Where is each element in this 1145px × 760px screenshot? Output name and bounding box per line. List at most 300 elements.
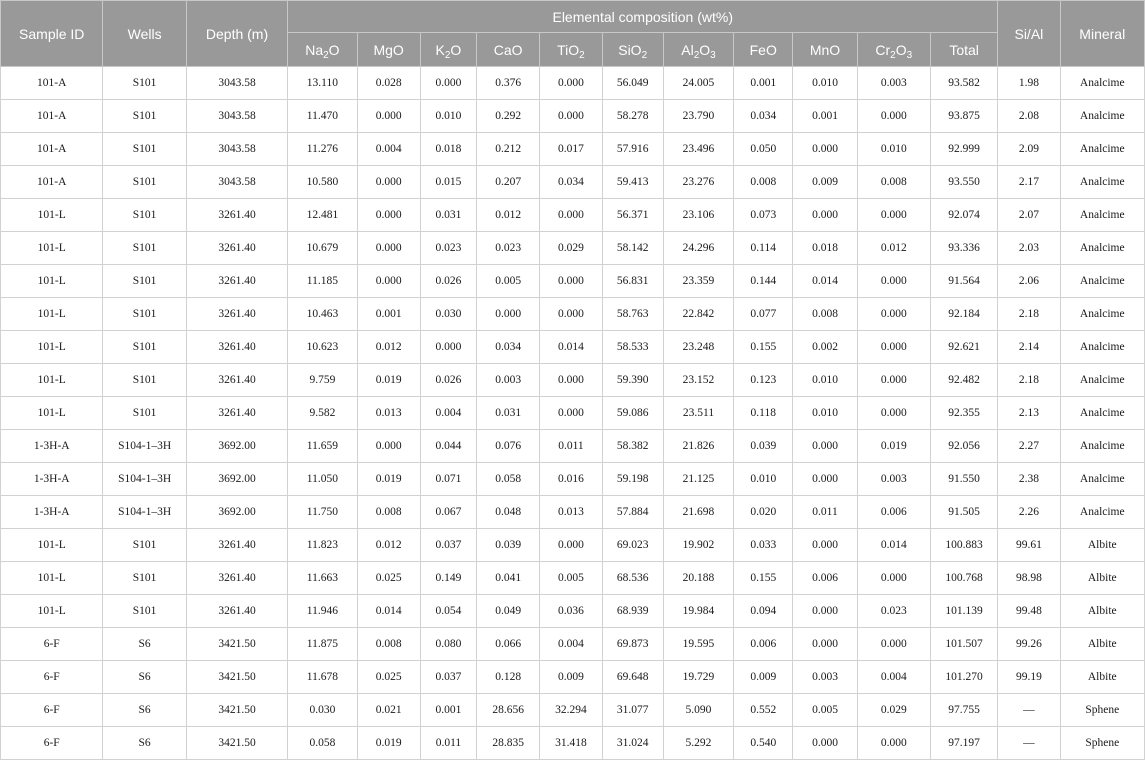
table-cell: 56.049 bbox=[602, 67, 663, 100]
table-cell: 91.550 bbox=[930, 463, 997, 496]
table-cell: S101 bbox=[103, 199, 186, 232]
table-cell: 0.000 bbox=[857, 397, 930, 430]
table-cell: 101-L bbox=[1, 331, 103, 364]
table-cell: 92.482 bbox=[930, 364, 997, 397]
table-cell: 0.028 bbox=[357, 67, 420, 100]
table-cell: 0.000 bbox=[540, 265, 602, 298]
table-cell: 0.058 bbox=[288, 727, 357, 760]
table-cell: 6-F bbox=[1, 628, 103, 661]
table-cell: Sphene bbox=[1060, 727, 1144, 760]
table-cell: 0.049 bbox=[477, 595, 540, 628]
table-cell: 12.481 bbox=[288, 199, 357, 232]
table-cell: 93.550 bbox=[930, 166, 997, 199]
table-cell: 0.019 bbox=[357, 727, 420, 760]
table-cell: 28.835 bbox=[477, 727, 540, 760]
table-cell: Analcime bbox=[1060, 298, 1144, 331]
table-cell: 11.678 bbox=[288, 661, 357, 694]
table-cell: S101 bbox=[103, 166, 186, 199]
table-cell: Albite bbox=[1060, 628, 1144, 661]
table-cell: 19.595 bbox=[663, 628, 733, 661]
table-cell: 3261.40 bbox=[186, 364, 287, 397]
table-cell: 99.48 bbox=[998, 595, 1060, 628]
table-cell: 0.000 bbox=[857, 562, 930, 595]
header-oxide: $Cr_2O_3$ bbox=[857, 33, 930, 67]
table-cell: 0.000 bbox=[357, 166, 420, 199]
table-cell: 0.039 bbox=[734, 430, 793, 463]
table-cell: 93.336 bbox=[930, 232, 997, 265]
table-cell: Analcime bbox=[1060, 199, 1144, 232]
table-cell: 0.005 bbox=[477, 265, 540, 298]
table-cell: 0.030 bbox=[288, 694, 357, 727]
table-cell: 0.000 bbox=[540, 100, 602, 133]
table-row bbox=[1, 397, 1145, 430]
table-cell: 0.030 bbox=[420, 298, 476, 331]
table-cell: 57.884 bbox=[602, 496, 663, 529]
table-cell: 0.000 bbox=[540, 397, 602, 430]
table-cell: 11.050 bbox=[288, 463, 357, 496]
table-cell: 11.875 bbox=[288, 628, 357, 661]
table-cell: 0.066 bbox=[477, 628, 540, 661]
table-cell: 11.185 bbox=[288, 265, 357, 298]
table-cell: 0.031 bbox=[477, 397, 540, 430]
table-cell: 99.61 bbox=[998, 529, 1060, 562]
table-cell: 0.128 bbox=[477, 661, 540, 694]
table-cell: 1-3H-A bbox=[1, 463, 103, 496]
table-cell: 0.010 bbox=[793, 397, 857, 430]
table-cell: 0.114 bbox=[734, 232, 793, 265]
table-row bbox=[1, 166, 1145, 199]
table-cell: 0.014 bbox=[357, 595, 420, 628]
table-cell: 2.13 bbox=[998, 397, 1060, 430]
table-cell: 3261.40 bbox=[186, 397, 287, 430]
table-cell: 0.029 bbox=[857, 694, 930, 727]
header-oxide: SiO$_2$ bbox=[602, 33, 663, 67]
header-oxide: $K_2O$ bbox=[420, 33, 476, 67]
table-cell: 32.294 bbox=[540, 694, 602, 727]
table-cell: 68.536 bbox=[602, 562, 663, 595]
table-cell: 0.000 bbox=[540, 199, 602, 232]
table-cell: 0.014 bbox=[540, 331, 602, 364]
table-cell: 91.564 bbox=[930, 265, 997, 298]
table-cell: 0.000 bbox=[857, 628, 930, 661]
table-cell: 101.139 bbox=[930, 595, 997, 628]
table-cell: 10.679 bbox=[288, 232, 357, 265]
table-cell: 2.38 bbox=[998, 463, 1060, 496]
table-cell: 0.000 bbox=[857, 199, 930, 232]
table-cell: 58.278 bbox=[602, 100, 663, 133]
table-cell: 0.014 bbox=[857, 529, 930, 562]
table-cell: 0.073 bbox=[734, 199, 793, 232]
table-cell: 101-L bbox=[1, 529, 103, 562]
table-cell: Analcime bbox=[1060, 166, 1144, 199]
table-cell: 0.023 bbox=[857, 595, 930, 628]
table-cell: 101-A bbox=[1, 67, 103, 100]
table-row bbox=[1, 463, 1145, 496]
table-cell: 3043.58 bbox=[186, 67, 287, 100]
table-cell: 2.08 bbox=[998, 100, 1060, 133]
table-cell: 0.009 bbox=[793, 166, 857, 199]
table-cell: 3421.50 bbox=[186, 628, 287, 661]
table-cell: 3261.40 bbox=[186, 199, 287, 232]
table-cell: 6-F bbox=[1, 727, 103, 760]
table-cell: 68.939 bbox=[602, 595, 663, 628]
table-cell: 0.000 bbox=[857, 331, 930, 364]
table-cell: 0.149 bbox=[420, 562, 476, 595]
table-cell: 0.016 bbox=[540, 463, 602, 496]
table-cell: 99.26 bbox=[998, 628, 1060, 661]
table-cell: S6 bbox=[103, 628, 186, 661]
table-cell: 0.000 bbox=[357, 100, 420, 133]
table-cell: 0.540 bbox=[734, 727, 793, 760]
table-cell: 0.155 bbox=[734, 562, 793, 595]
table-cell: 0.025 bbox=[357, 562, 420, 595]
table-row bbox=[1, 199, 1145, 232]
table-cell: 2.26 bbox=[998, 496, 1060, 529]
table-cell: 6-F bbox=[1, 661, 103, 694]
table-cell: 0.000 bbox=[477, 298, 540, 331]
table-cell: S101 bbox=[103, 331, 186, 364]
table-cell: 101-A bbox=[1, 133, 103, 166]
table-cell: 100.768 bbox=[930, 562, 997, 595]
table-cell: 0.001 bbox=[420, 694, 476, 727]
table-cell: 0.077 bbox=[734, 298, 793, 331]
table-cell: 31.418 bbox=[540, 727, 602, 760]
table-row bbox=[1, 727, 1145, 760]
table-cell: 0.009 bbox=[734, 661, 793, 694]
table-cell: 0.029 bbox=[540, 232, 602, 265]
table-cell: 0.008 bbox=[734, 166, 793, 199]
table-cell: Analcime bbox=[1060, 67, 1144, 100]
table-cell: 0.023 bbox=[477, 232, 540, 265]
table-cell: 11.946 bbox=[288, 595, 357, 628]
table-cell: 92.184 bbox=[930, 298, 997, 331]
table-cell: 2.18 bbox=[998, 364, 1060, 397]
table-cell: 3043.58 bbox=[186, 166, 287, 199]
table-cell: 11.659 bbox=[288, 430, 357, 463]
table-cell: 100.883 bbox=[930, 529, 997, 562]
table-cell: Albite bbox=[1060, 529, 1144, 562]
table-cell: 0.003 bbox=[793, 661, 857, 694]
table-cell: 0.004 bbox=[357, 133, 420, 166]
table-cell: 0.000 bbox=[357, 199, 420, 232]
table-cell: 0.155 bbox=[734, 331, 793, 364]
table-cell: S101 bbox=[103, 67, 186, 100]
table-cell: 0.000 bbox=[540, 364, 602, 397]
table-cell: 0.012 bbox=[357, 331, 420, 364]
header-elemental-composition: Elemental composition (wt%) bbox=[288, 1, 998, 33]
header-sample-id: Sample ID bbox=[1, 1, 103, 67]
table-cell: 101-L bbox=[1, 265, 103, 298]
table-cell: Analcime bbox=[1060, 133, 1144, 166]
table-cell: Analcime bbox=[1060, 265, 1144, 298]
table-cell: 0.123 bbox=[734, 364, 793, 397]
table-cell: 5.292 bbox=[663, 727, 733, 760]
table-cell: 0.036 bbox=[540, 595, 602, 628]
table-cell: 0.003 bbox=[477, 364, 540, 397]
table-cell: S101 bbox=[103, 562, 186, 595]
table-cell: 0.076 bbox=[477, 430, 540, 463]
table-cell: 93.875 bbox=[930, 100, 997, 133]
table-cell: 0.000 bbox=[793, 727, 857, 760]
table-cell: 58.142 bbox=[602, 232, 663, 265]
table-cell: Analcime bbox=[1060, 364, 1144, 397]
table-cell: 0.012 bbox=[857, 232, 930, 265]
table-cell: 23.359 bbox=[663, 265, 733, 298]
table-cell: 0.000 bbox=[540, 298, 602, 331]
table-cell: 23.496 bbox=[663, 133, 733, 166]
table-cell: 23.152 bbox=[663, 364, 733, 397]
table-cell: S101 bbox=[103, 265, 186, 298]
table-cell: 0.000 bbox=[420, 331, 476, 364]
table-cell: 0.010 bbox=[734, 463, 793, 496]
table-cell: 0.212 bbox=[477, 133, 540, 166]
table-cell: 0.037 bbox=[420, 529, 476, 562]
table-cell: 9.759 bbox=[288, 364, 357, 397]
table-cell: 0.003 bbox=[857, 67, 930, 100]
table-body bbox=[1, 67, 1145, 760]
table-cell: S104-1–3H bbox=[103, 496, 186, 529]
table-cell: S6 bbox=[103, 694, 186, 727]
table-cell: 0.041 bbox=[477, 562, 540, 595]
table-cell: 28.656 bbox=[477, 694, 540, 727]
table-cell: 0.008 bbox=[357, 628, 420, 661]
table-cell: 0.011 bbox=[793, 496, 857, 529]
table-cell: S101 bbox=[103, 100, 186, 133]
table-cell: 59.086 bbox=[602, 397, 663, 430]
table-cell: 0.071 bbox=[420, 463, 476, 496]
table-cell: 58.533 bbox=[602, 331, 663, 364]
table-cell: 0.011 bbox=[540, 430, 602, 463]
table-cell: 92.074 bbox=[930, 199, 997, 232]
table-cell: 0.000 bbox=[793, 529, 857, 562]
table-cell: S6 bbox=[103, 727, 186, 760]
table-cell: 0.376 bbox=[477, 67, 540, 100]
header-wells: Wells bbox=[103, 1, 186, 67]
table-cell: 0.017 bbox=[540, 133, 602, 166]
table-cell: 0.000 bbox=[357, 232, 420, 265]
table-cell: 0.010 bbox=[857, 133, 930, 166]
table-cell: S6 bbox=[103, 661, 186, 694]
table-cell: 0.000 bbox=[357, 430, 420, 463]
table-cell: 2.18 bbox=[998, 298, 1060, 331]
table-cell: 3261.40 bbox=[186, 562, 287, 595]
table-cell: S101 bbox=[103, 364, 186, 397]
table-cell: 0.001 bbox=[357, 298, 420, 331]
table-cell: S101 bbox=[103, 529, 186, 562]
table-cell: 0.552 bbox=[734, 694, 793, 727]
table-cell: S104-1–3H bbox=[103, 463, 186, 496]
table-cell: Analcime bbox=[1060, 232, 1144, 265]
header-oxide: $Na_2O$ bbox=[288, 33, 357, 67]
table-cell: S101 bbox=[103, 595, 186, 628]
table-cell: 101.507 bbox=[930, 628, 997, 661]
table-cell: 92.999 bbox=[930, 133, 997, 166]
table-cell: 3261.40 bbox=[186, 331, 287, 364]
table-cell: 11.470 bbox=[288, 100, 357, 133]
table-cell: 69.023 bbox=[602, 529, 663, 562]
table-cell: 0.005 bbox=[540, 562, 602, 595]
table-cell: 6-F bbox=[1, 694, 103, 727]
table-cell: 0.008 bbox=[857, 166, 930, 199]
table-cell: 3692.00 bbox=[186, 463, 287, 496]
header-oxide: MgO bbox=[357, 33, 420, 67]
table-row bbox=[1, 529, 1145, 562]
table-cell: S101 bbox=[103, 298, 186, 331]
table-row bbox=[1, 628, 1145, 661]
table-cell: 19.902 bbox=[663, 529, 733, 562]
table-cell: 10.463 bbox=[288, 298, 357, 331]
table-row bbox=[1, 265, 1145, 298]
table-cell: 0.000 bbox=[857, 298, 930, 331]
table-row bbox=[1, 232, 1145, 265]
table-cell: S101 bbox=[103, 133, 186, 166]
table-cell: 0.003 bbox=[857, 463, 930, 496]
table-row bbox=[1, 331, 1145, 364]
table-cell: — bbox=[998, 694, 1060, 727]
table-cell: 92.056 bbox=[930, 430, 997, 463]
table-cell: 0.015 bbox=[420, 166, 476, 199]
table-cell: 0.013 bbox=[357, 397, 420, 430]
table-cell: 0.018 bbox=[793, 232, 857, 265]
table-cell: 21.125 bbox=[663, 463, 733, 496]
table-cell: 0.054 bbox=[420, 595, 476, 628]
table-cell: 69.648 bbox=[602, 661, 663, 694]
header-oxide: FeO bbox=[734, 33, 793, 67]
table-cell: 2.07 bbox=[998, 199, 1060, 232]
table-row bbox=[1, 133, 1145, 166]
table-cell: 5.090 bbox=[663, 694, 733, 727]
table-cell: 1.98 bbox=[998, 67, 1060, 100]
table-cell: 0.207 bbox=[477, 166, 540, 199]
table-cell: 101-L bbox=[1, 397, 103, 430]
table-row bbox=[1, 496, 1145, 529]
table-cell: 0.033 bbox=[734, 529, 793, 562]
table-cell: 92.355 bbox=[930, 397, 997, 430]
table-cell: 0.034 bbox=[540, 166, 602, 199]
table-cell: 0.021 bbox=[357, 694, 420, 727]
table-cell: 3261.40 bbox=[186, 595, 287, 628]
header-oxide: $Al_2O_3$ bbox=[663, 33, 733, 67]
table-cell: 0.010 bbox=[420, 100, 476, 133]
table-cell: 31.024 bbox=[602, 727, 663, 760]
table-cell: 2.03 bbox=[998, 232, 1060, 265]
table-cell: Analcime bbox=[1060, 397, 1144, 430]
table-cell: 58.382 bbox=[602, 430, 663, 463]
header-si-al: Si/Al bbox=[998, 1, 1060, 67]
table-cell: 101.270 bbox=[930, 661, 997, 694]
table-cell: 11.823 bbox=[288, 529, 357, 562]
table-cell: 0.006 bbox=[734, 628, 793, 661]
table-row bbox=[1, 430, 1145, 463]
table-cell: 0.118 bbox=[734, 397, 793, 430]
table-cell: Analcime bbox=[1060, 496, 1144, 529]
table-cell: Sphene bbox=[1060, 694, 1144, 727]
table-cell: 57.916 bbox=[602, 133, 663, 166]
table-cell: 56.371 bbox=[602, 199, 663, 232]
header-oxide: Total bbox=[930, 33, 997, 67]
table-cell: 2.09 bbox=[998, 133, 1060, 166]
table-cell: 0.013 bbox=[540, 496, 602, 529]
table-cell: 0.006 bbox=[793, 562, 857, 595]
table-cell: 0.037 bbox=[420, 661, 476, 694]
table-header bbox=[1, 1, 1145, 67]
table-cell: 31.077 bbox=[602, 694, 663, 727]
table-row bbox=[1, 298, 1145, 331]
table-cell: 99.19 bbox=[998, 661, 1060, 694]
table-cell: S104-1–3H bbox=[103, 430, 186, 463]
table-cell: 2.14 bbox=[998, 331, 1060, 364]
table-cell: 0.000 bbox=[793, 430, 857, 463]
table-cell: 97.755 bbox=[930, 694, 997, 727]
table-cell: Albite bbox=[1060, 562, 1144, 595]
table-cell: — bbox=[998, 727, 1060, 760]
table-cell: 20.188 bbox=[663, 562, 733, 595]
table-row bbox=[1, 661, 1145, 694]
table-cell: 101-L bbox=[1, 364, 103, 397]
table-cell: Analcime bbox=[1060, 463, 1144, 496]
table-cell: 3692.00 bbox=[186, 430, 287, 463]
table-cell: 0.000 bbox=[793, 463, 857, 496]
header-oxide: TiO$_2$ bbox=[540, 33, 602, 67]
table-cell: 101-L bbox=[1, 199, 103, 232]
table-cell: 0.058 bbox=[477, 463, 540, 496]
table-cell: 0.292 bbox=[477, 100, 540, 133]
table-cell: 0.044 bbox=[420, 430, 476, 463]
table-cell: 0.067 bbox=[420, 496, 476, 529]
table-cell: 3261.40 bbox=[186, 265, 287, 298]
table-cell: 59.198 bbox=[602, 463, 663, 496]
table-cell: S101 bbox=[103, 232, 186, 265]
table-cell: 24.296 bbox=[663, 232, 733, 265]
table-cell: 0.004 bbox=[857, 661, 930, 694]
table-cell: 23.790 bbox=[663, 100, 733, 133]
table-cell: 2.27 bbox=[998, 430, 1060, 463]
table-cell: 0.000 bbox=[793, 199, 857, 232]
table-cell: 3692.00 bbox=[186, 496, 287, 529]
table-cell: 9.582 bbox=[288, 397, 357, 430]
table-cell: 23.106 bbox=[663, 199, 733, 232]
table-cell: 98.98 bbox=[998, 562, 1060, 595]
table-cell: 101-A bbox=[1, 100, 103, 133]
table-cell: 0.034 bbox=[734, 100, 793, 133]
table-cell: 0.011 bbox=[420, 727, 476, 760]
header-mineral: Mineral bbox=[1060, 1, 1144, 67]
table-cell: 23.276 bbox=[663, 166, 733, 199]
table-cell: 0.144 bbox=[734, 265, 793, 298]
table-cell: 22.842 bbox=[663, 298, 733, 331]
table-cell: 11.663 bbox=[288, 562, 357, 595]
table-cell: 0.019 bbox=[857, 430, 930, 463]
table-cell: 91.505 bbox=[930, 496, 997, 529]
table-cell: 0.000 bbox=[857, 100, 930, 133]
table-row bbox=[1, 364, 1145, 397]
table-cell: 3421.50 bbox=[186, 694, 287, 727]
table-cell: 0.006 bbox=[857, 496, 930, 529]
table-cell: 24.005 bbox=[663, 67, 733, 100]
table-cell: 0.000 bbox=[793, 628, 857, 661]
table-row bbox=[1, 562, 1145, 595]
table-cell: Albite bbox=[1060, 595, 1144, 628]
table-cell: 0.018 bbox=[420, 133, 476, 166]
table-cell: 93.582 bbox=[930, 67, 997, 100]
header-oxide: CaO bbox=[477, 33, 540, 67]
table-cell: 10.580 bbox=[288, 166, 357, 199]
table-cell: S101 bbox=[103, 397, 186, 430]
table-cell: 23.248 bbox=[663, 331, 733, 364]
header-depth: Depth (m) bbox=[186, 1, 287, 67]
table-cell: 0.094 bbox=[734, 595, 793, 628]
table-cell: 11.750 bbox=[288, 496, 357, 529]
